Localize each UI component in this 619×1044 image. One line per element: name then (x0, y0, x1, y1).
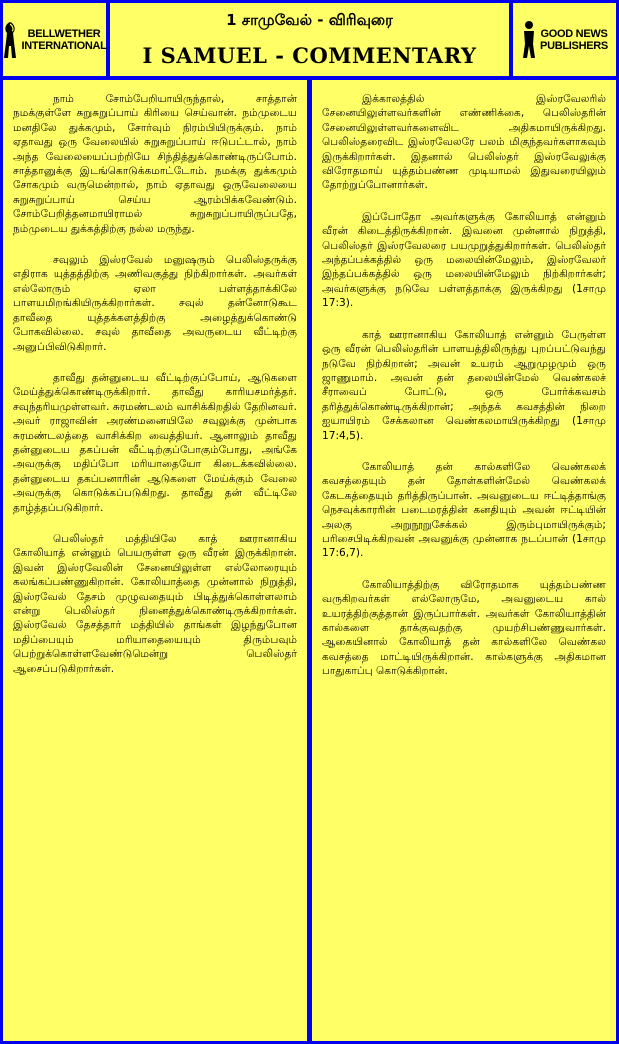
paragraph: சவுலும் இஸ்ரவேல் மனுஷரும் பெலிஸ்தருக்கு எதிராக யுத்தத்திற்கு அணிவகுத்து நிற்கிறார்கள். அவர்கள் எல்லோரும் ஏலா பள்ளத்தாக்கிலே பாளயமிறங்கியிருக்கிறார்கள். சவுல் தன்னோடுகூட தாவீதை யுத்தக்களத்திற்கு அழைத்துக்கொண்டு போகவில்லை. சவுல் தாவீதை அவருடைய வீட்டிற்கு அனுப்பிவிடுகிறார். (13, 254, 297, 353)
paragraph: இக்காலத்தில் இஸ்ரவேலரில் சேனையிலுள்ளவர்களின் எண்ணிக்கை, பெலிஸ்தரின் சேனையிலுள்ளவர்களைவிட அதிகமாயிருக்கிறது. பெலிஸ்தரைவிட இஸ்ரவேலரே பலம் மிகுந்தவர்களாகவும் இருக்கிறார்கள். இதனால் பெலிஸ்தர் இஸ்ரவேலுக்கு விரோதமாய் யுத்தம்பண்ண முடியாமல் இதுவரையிலும் தோற்றுப்போனார்கள். (322, 93, 606, 192)
paragraph: கோலியாத்திற்கு விரோதமாக யுத்தம்பண்ண வருகிறவர்கள் எல்லோருமே, அவனுடைய கால் உயரத்திற்குத்தான் இருப்பார்கள். அவர்கள் கோலியாத்தின் கால்களை தாக்குவதற்கு முயற்சிபண்ணுவார்கள். ஆகையினால் கோலியாத் தன் கால்களிலே வெண்கல கவசத்தை மாட்டியிருக்கிறான். கால்களுக்கு அதிகமான பாதுகாப்பு கொடுக்கிறான். (322, 578, 606, 678)
paragraph: நாம் சோம்பேறியாயிருந்தால், சாத்தான் நமக்குள்ளே சுறுசுறுப்பாய் கிரியை செய்வான். நம்முடைய மனதிலே துக்கமும், சோர்வும் நிரம்பியிருக்கும். நாம் ஏதாவது ஒரு வேலையில் சுறுசுறுப்பாய் ஈடுபட்டால், நாம் அந்த வேலையைப்பற்றியே சிந்தித்துக்கொண்டிருப்போம். சாத்தானுக்கு இடங்கொடுக்கமாட்டோம். நமக்கு துக்கமும் சோகமும் வருமென்றால், நாம் ஏதாவது ஒருவேலையை சுறுசுறுப்பாய் செய்ய ஆரம்பிக்கவேண்டும். சோம்பேறித்தனமாயிராமல் சுறுசுறுப்பாயிருப்பதே, நம்முடைய துக்கத்திற்கு நல்ல மருந்து. (13, 93, 297, 235)
logo-line: BELLWETHER (27, 27, 101, 40)
paragraph: இப்போதோ அவர்களுக்கு கோலியாத் என்னும் வீரன் கிடைத்திருக்கிறான். இவனை முன்னால் நிறுத்தி, பெலிஸ்தர் இஸ்ரவேலரை பயமுறுத்துகிறார்கள். பெலிஸ்தர் அந்தப்பக்கத்தில் ஒரு மலையின்மேலும், இஸ்ரவேலர் இந்தப்பக்கத்தில் ஒரு மலையின்மேலும் நிற்கிறார்கள்; அவர்களுக்கு நடுவே பள்ளத்தாக்கு இருக்கிறது (1சாமு 17:3). (322, 210, 606, 310)
good-news-logo-text (540, 28, 608, 52)
bellwether-logo (3, 3, 106, 76)
logo-line: GOOD NEWS (540, 27, 608, 40)
bellwether-logo-text (21, 28, 106, 52)
left-column (3, 80, 307, 1041)
title-tamil: 1 சாமுவேல் - விரிவுரை (226, 11, 393, 29)
right-column (312, 80, 616, 1041)
bellwether-logo-row (2, 20, 106, 60)
paragraph: கோலியாத் தன் கால்களிலே வெண்கலக் கவசத்தையும் தன் தோள்களின்மேல் வெண்கலக் கேடகத்தையும் தரித்திருப்பான். அவனுடைய ஈட்டித்தாங்கு நெசவுக்காரரின் படைமரத்தின் கனதியும் அவன் ஈட்டியின் அலகு அறுநூறுசேக்கல் இரும்புமாயிருக்கும்; பரிசைபிடிக்கிறவன் அவனுக்கு முன்னாக நடப்பான் (1சாமு 17:6,7). (322, 460, 606, 560)
paragraph: பெலிஸ்தர் மத்தியிலே காத் ஊரானாகிய கோலியாத் என்னும் பெயருள்ள ஒரு வீரன் இருக்கிறான். இவன் இஸ்ரவேலின் சேனையிலுள்ள எல்லோரையும் கலங்கப்பண்ணுகிறான். கோலியாத்தை முன்னால் நிறுத்தி, இஸ்ரவேல் தேசம் முழுவதையும் பிடித்துக்கொள்ளலாம் என்று பெலிஸ்தர் நினைத்துக்கொண்டிருக்கிறார்கள். இஸ்ரவேல் தேசத்தார் மத்தியில் தாங்கள் இழந்துபோன மதிப்பையும் மரியாதையையும் திரும்பவும் பெற்றுக்கொள்ளவேண்டுமென்று பெலிஸ்தர் ஆசைப்படுகிறார்கள். (13, 532, 297, 675)
title-english: I SAMUEL - COMMENTARY (142, 43, 477, 68)
ram-icon (2, 20, 18, 60)
good-news-logo-row (521, 20, 608, 60)
figure-icon (521, 20, 537, 60)
header-title-box (110, 3, 509, 76)
good-news-logo (513, 3, 616, 76)
paragraph: தாவீது தன்னுடைய வீட்டிற்குப்போய், ஆடுகளை மேய்த்துக்கொண்டிருக்கிறார். தாவீது காரியசமர்த்தர். சவுந்தரியமுள்ளவர். சுரமண்டலம் வாசிக்கிறதில் தேறினவர். அவர் ராஜாவின் அரண்மனையிலே சவுலுக்கு முன்பாக சுரமண்டலத்தை வாசிக்கிற வைத்தியர். ஆனாலும் தாவீது தன்னுடைய தகப்பன் வீட்டிற்குப்போகும்போது, அங்கே அவருக்கு மதிப்போ மரியாதையோ கிடைக்கவில்லை. தன்னுடைய தகப்பனாரின் ஆடுகளை மேய்க்கும் வேலை அவருக்கு கொடுக்கப்படுகிறது. தாவீது தன் வீட்டிலே தாழ்த்தப்படுகிறார். (13, 371, 297, 514)
logo-line: INTERNATIONAL (21, 39, 107, 52)
logo-line: PUBLISHERS (540, 39, 608, 52)
paragraph: காத் ஊரானாகிய கோலியாத் என்னும் பேருள்ள ஒரு வீரன் பெலிஸ்தரின் பாளயத்திலிருந்து புறப்பட்டுவந்து நடுவே நிற்கிறான்; அவன் உயரம் ஆறுமுழமும் ஒரு ஜாணுமாம். அவன் தன் தலையின்மேல் வெண்கலச் சீராவைப் போட்டு, ஒரு போர்க்கவசம் தரித்துக்கொண்டிருக்கிறான்; அந்தக் கவசத்தின் நிறை ஐயாயிரம் சேக்கலான வெண்கலமாயிருக்கிறது (1சாமு 17:4,5). (322, 328, 606, 442)
